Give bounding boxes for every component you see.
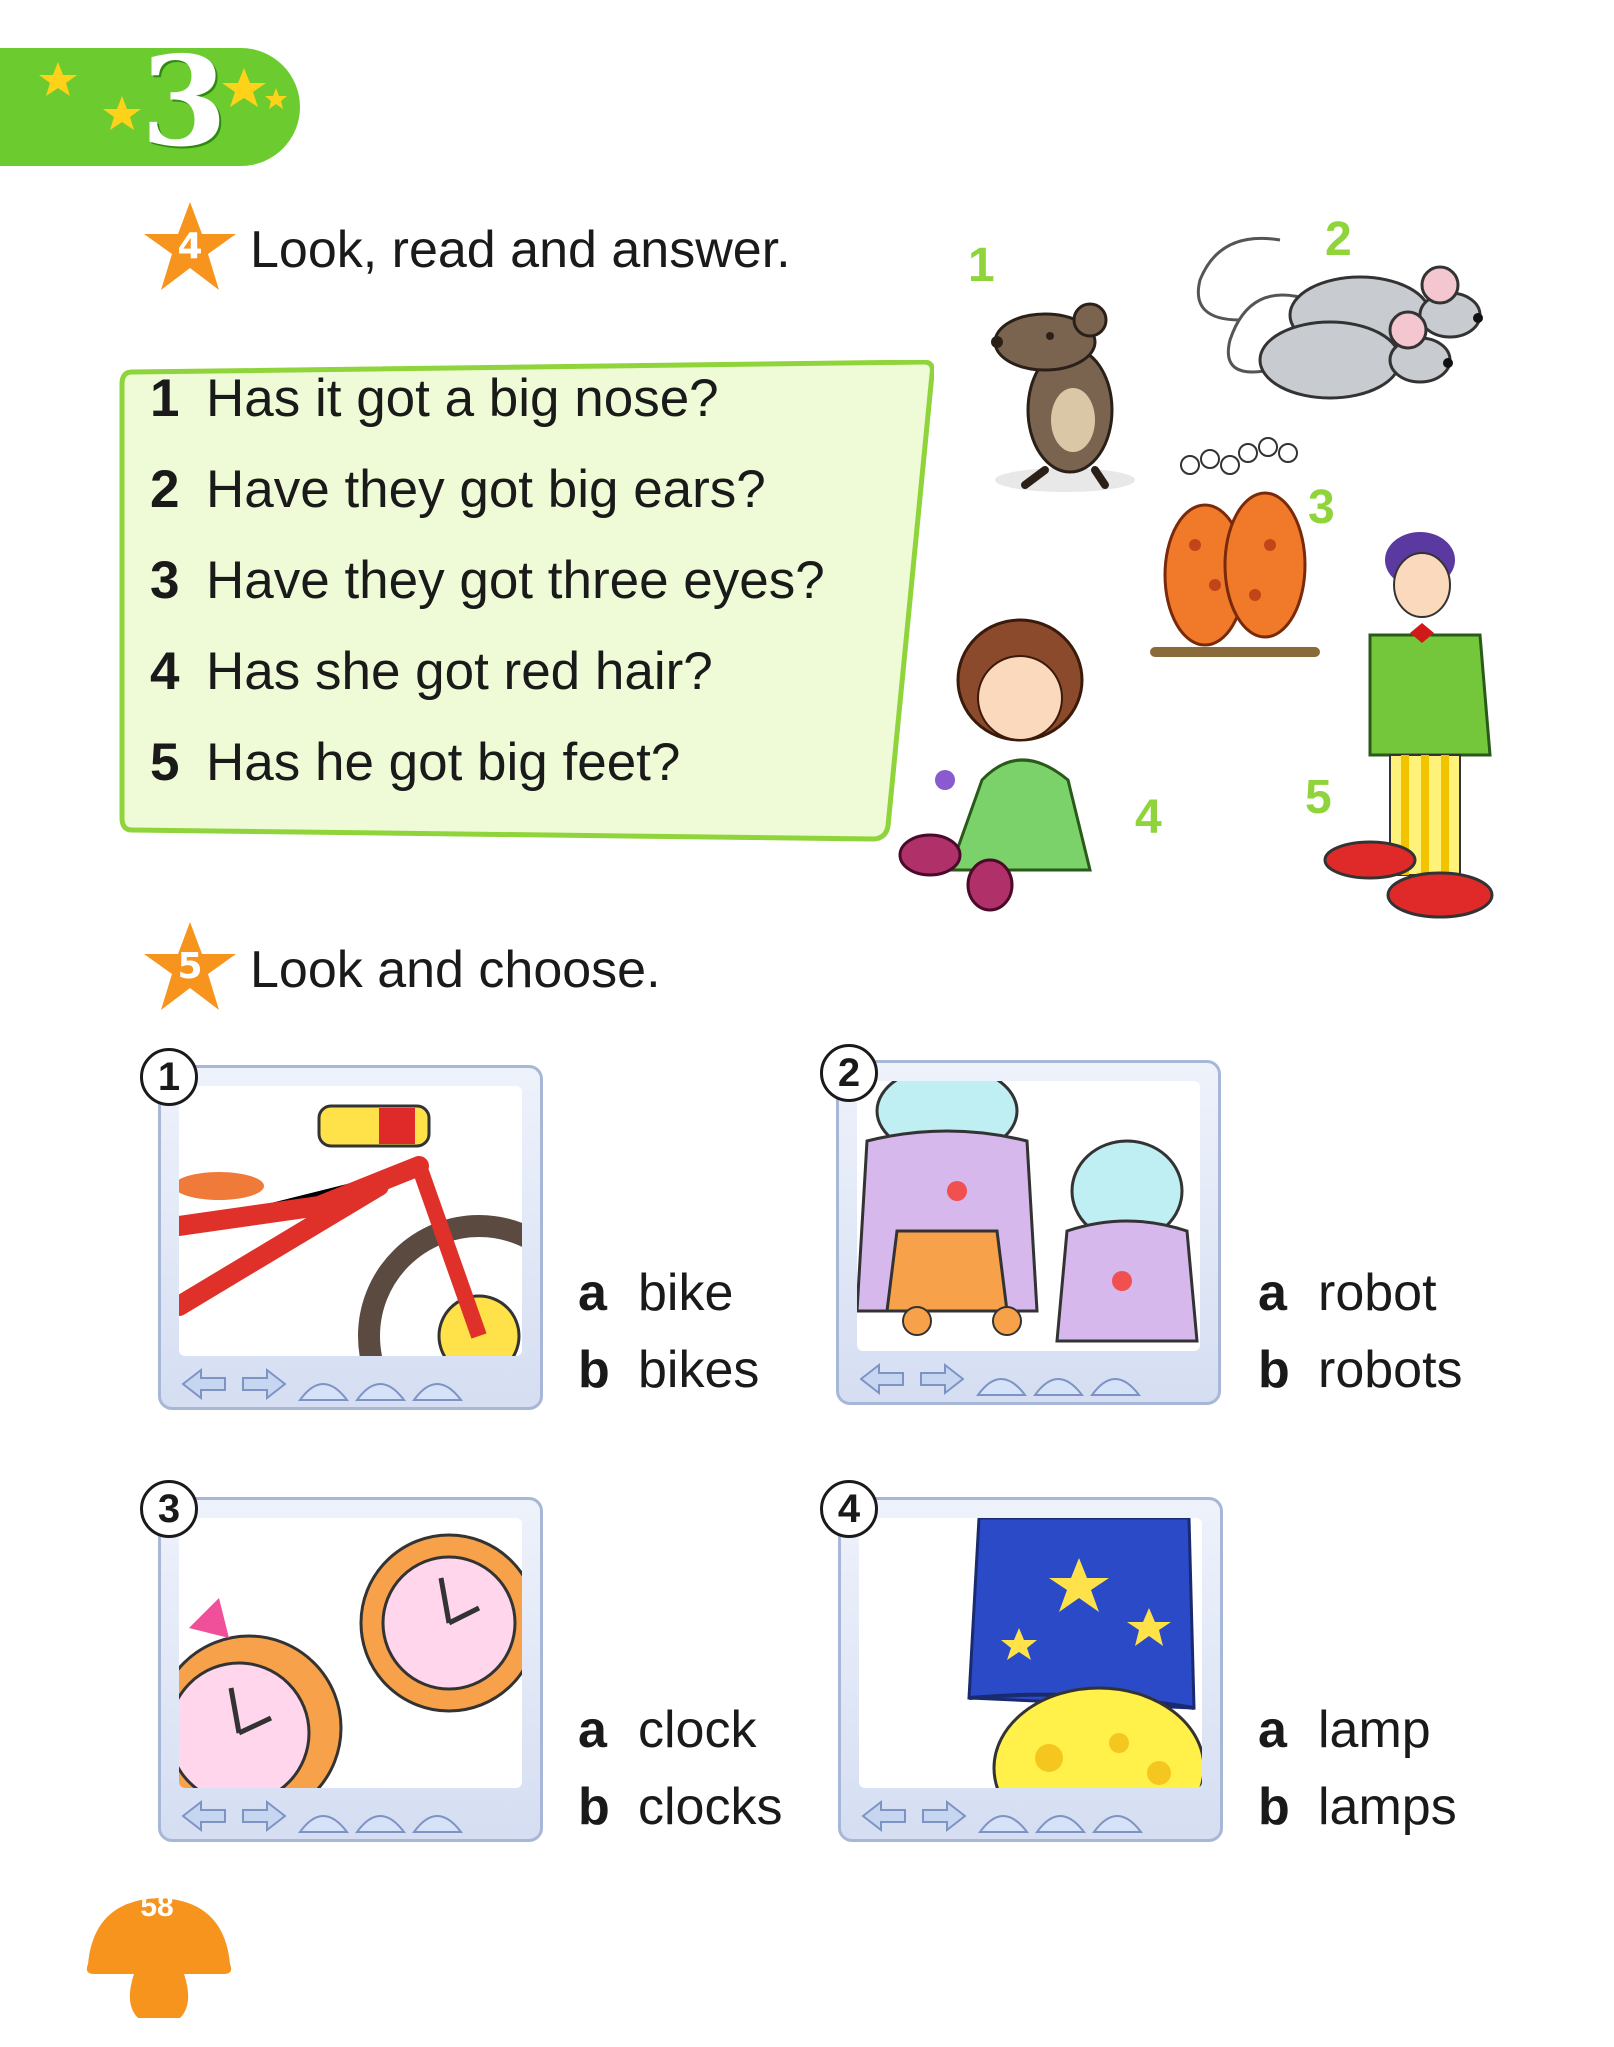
question-5-text: Has he got big feet?: [206, 733, 681, 792]
picture-4-number: 4: [1135, 791, 1162, 844]
bike-illustration: [179, 1086, 522, 1356]
frame-4-nav-icon: [855, 1796, 1195, 1836]
frame-2-picture: [857, 1081, 1200, 1351]
frame-2-nav-icon: [853, 1359, 1193, 1399]
question-3-text: Have they got three eyes?: [206, 551, 825, 610]
item-2-number: 2: [820, 1044, 878, 1102]
item-2-option-b-letter: b: [1258, 1341, 1290, 1399]
clown-illustration: [1310, 525, 1550, 925]
item-1-option-b-text: bikes: [638, 1341, 760, 1399]
picture-frame-4: [838, 1497, 1223, 1842]
item-2-option-b-text: robots: [1318, 1341, 1463, 1399]
exercise-4-title: Look, read and answer.: [250, 221, 791, 279]
clocks-illustration: [179, 1518, 522, 1788]
question-4-number: 4: [150, 642, 180, 701]
frame-4-picture: [859, 1518, 1202, 1788]
item-3-option-a-text: clock: [638, 1701, 757, 1759]
question-3: [150, 550, 825, 611]
item-2-option-a-text: robot: [1318, 1264, 1437, 1322]
aliens-illustration: [1130, 425, 1340, 675]
item-3-option-b-text: clocks: [638, 1778, 783, 1836]
question-1-number: 1: [150, 369, 180, 428]
frame-3-nav-icon: [175, 1796, 515, 1836]
question-2-text: Have they got big ears?: [206, 460, 766, 519]
question-5-number: 5: [150, 733, 180, 792]
item-4-option-b[interactable]: [1258, 1777, 1457, 1837]
picture-2-number: 2: [1325, 213, 1352, 266]
item-3-number: 3: [140, 1480, 198, 1538]
item-3-option-b-letter: b: [578, 1778, 610, 1836]
item-2-option-a[interactable]: [1258, 1263, 1437, 1323]
item-2-option-b[interactable]: [1258, 1340, 1463, 1400]
item-1-option-a[interactable]: [578, 1263, 733, 1323]
item-4-option-a-letter: a: [1258, 1701, 1287, 1759]
unit-number: 3: [140, 30, 228, 175]
picture-frame-2: [836, 1060, 1221, 1405]
question-5: [150, 732, 680, 793]
item-1-option-a-text: bike: [638, 1264, 734, 1322]
item-4-number: 4: [820, 1480, 878, 1538]
question-4-text: Has she got red hair?: [206, 642, 713, 701]
exercise-5-number: 5: [177, 946, 203, 987]
item-3-option-a[interactable]: [578, 1700, 756, 1760]
item-1-option-b[interactable]: [578, 1340, 759, 1400]
item-1-option-b-letter: b: [578, 1341, 610, 1399]
item-4-option-a[interactable]: [1258, 1700, 1431, 1760]
rat-illustration: [955, 270, 1155, 500]
question-1: [150, 368, 719, 429]
question-3-number: 3: [150, 551, 180, 610]
frame-1-picture: [179, 1086, 522, 1356]
item-3-option-b[interactable]: [578, 1777, 782, 1837]
question-2-number: 2: [150, 460, 180, 519]
question-1-text: Has it got a big nose?: [206, 369, 719, 428]
item-4-option-b-letter: b: [1258, 1778, 1290, 1836]
picture-3-number: 3: [1308, 481, 1335, 534]
item-1-option-a-letter: a: [578, 1264, 607, 1322]
item-4-option-a-text: lamp: [1318, 1701, 1431, 1759]
exercise-4-number: 4: [177, 226, 203, 267]
girl-illustration: [890, 610, 1150, 920]
question-2: [150, 459, 766, 520]
page-number: 58: [140, 1890, 174, 1923]
frame-1-nav-icon: [175, 1364, 515, 1404]
lamp-illustration: [859, 1518, 1202, 1788]
exercise-5-title: Look and choose.: [250, 941, 661, 999]
question-4: [150, 641, 713, 702]
item-1-number: 1: [140, 1048, 198, 1106]
picture-1-number: 1: [968, 239, 995, 292]
robots-illustration: [857, 1081, 1200, 1351]
item-2-option-a-letter: a: [1258, 1264, 1287, 1322]
picture-frame-3: [158, 1497, 543, 1842]
picture-frame-1: [158, 1065, 543, 1410]
item-4-option-b-text: lamps: [1318, 1778, 1457, 1836]
picture-5-number: 5: [1305, 771, 1332, 824]
frame-3-picture: [179, 1518, 522, 1788]
item-3-option-a-letter: a: [578, 1701, 607, 1759]
